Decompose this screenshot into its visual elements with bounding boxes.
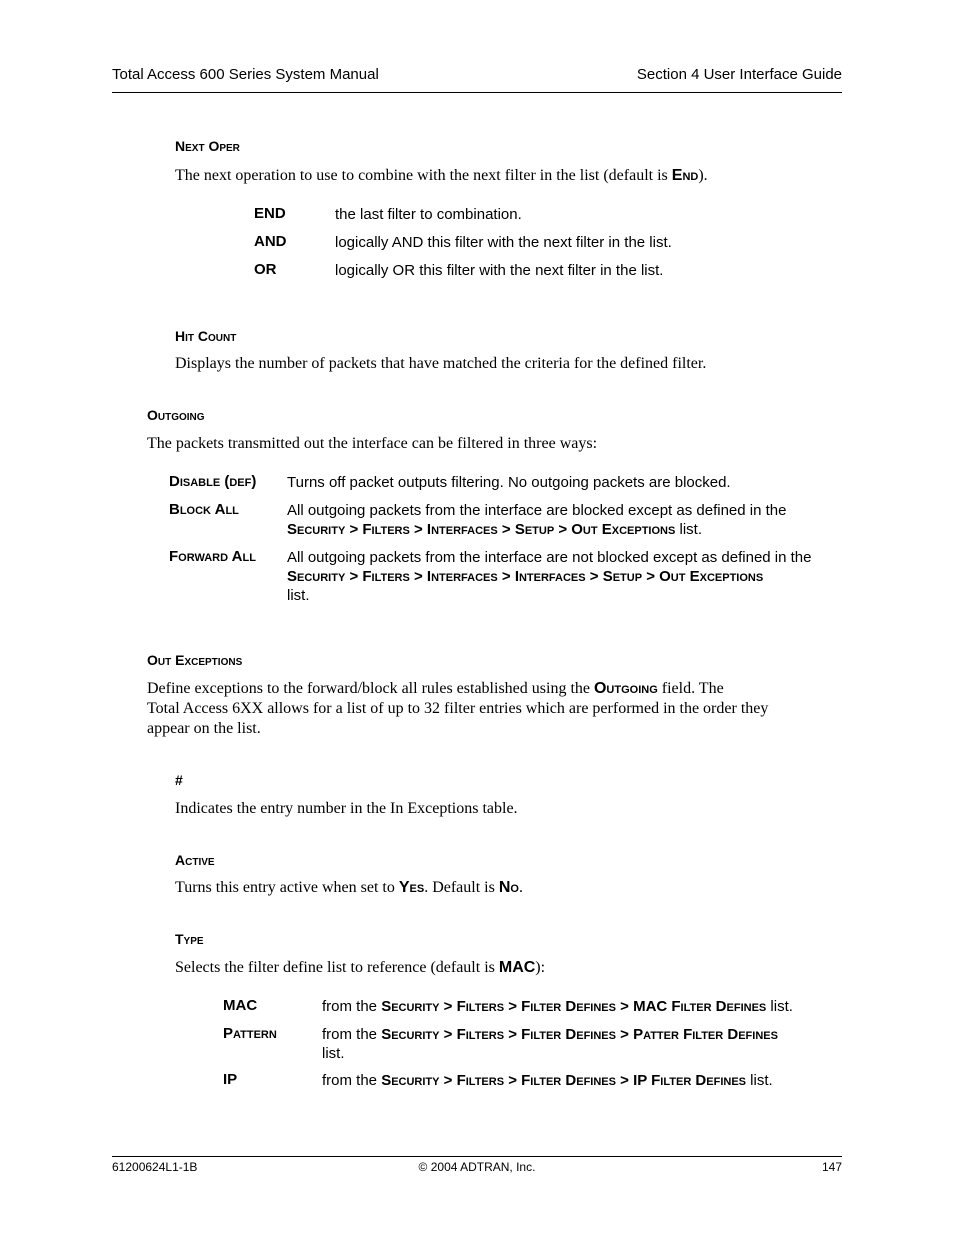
footer-part-number: 61200624L1-1B <box>112 1160 198 1174</box>
next-oper-term-and: AND <box>254 233 287 250</box>
next-oper-def-and: logically AND this filter with the next filter in the list. <box>335 234 672 251</box>
outgoing-heading: Outgoing <box>147 407 205 423</box>
next-oper-description: The next operation to use to combine with the next filter in the list (default is End). <box>175 167 708 184</box>
footer-rule <box>112 1156 842 1157</box>
type-def-ip: from the Security > Filters > Filter Defines > IP Filter Defines list. <box>322 1072 773 1089</box>
type-heading: Type <box>175 931 204 947</box>
active-heading: Active <box>175 852 215 868</box>
outgoing-term-forward-all: Forward All <box>169 548 256 565</box>
running-header-section: Section 4 User Interface Guide <box>636 66 842 83</box>
outgoing-term-block-all: Block All <box>169 501 239 518</box>
hit-count-heading: Hit Count <box>175 328 237 344</box>
next-oper-term-or: OR <box>254 261 277 278</box>
outgoing-def-forward-all: All outgoing packets from the interface are not blocked except as defined in the Security > Filters > Interfaces > Interfaces > Setup > Out Exceptions list. <box>287 549 812 604</box>
hit-count-description: Displays the number of packets that have matched the criteria for the defined filter. <box>175 355 707 372</box>
type-term-ip: IP <box>223 1071 238 1088</box>
outgoing-def-block-all: All outgoing packets from the interface are blocked except as defined in the Security > Filters > Interfaces > Setup > Out Exceptions list. <box>287 502 787 538</box>
type-def-mac: from the Security > Filters > Filter Defines > MAC Filter Defines list. <box>322 998 793 1015</box>
number-description: Indicates the entry number in the In Exceptions table. <box>175 800 518 817</box>
outgoing-term-disable: Disable (def) <box>169 473 257 490</box>
type-term-pattern: Pattern <box>223 1025 277 1042</box>
out-exceptions-heading: Out Exceptions <box>147 652 243 668</box>
next-oper-heading: Next Oper <box>175 138 240 154</box>
outgoing-description: The packets transmitted out the interface can be filtered in three ways: <box>147 435 598 452</box>
type-description: Selects the filter define list to reference (default is MAC): <box>175 959 546 976</box>
type-def-pattern: from the Security > Filters > Filter Defines > Patter Filter Defines list. <box>322 1026 778 1062</box>
running-header-title: Total Access 600 Series System Manual <box>112 66 379 83</box>
number-heading: # <box>175 772 183 788</box>
active-description: Turns this entry active when set to Yes. Default is No. <box>175 879 523 896</box>
header-rule <box>112 92 842 93</box>
out-exceptions-description: Define exceptions to the forward/block all rules established using the Outgoing field. The Total Access 6XX allows for a list of up to 32 filter entries which are performed in the order they appear on the list. <box>147 680 769 737</box>
next-oper-def-or: logically OR this filter with the next filter in the list. <box>335 262 664 279</box>
next-oper-def-end: the last filter to combination. <box>335 206 522 223</box>
outgoing-def-disable: Turns off packet outputs filtering. No outgoing packets are blocked. <box>287 474 731 491</box>
next-oper-term-end: END <box>254 205 286 222</box>
type-term-mac: MAC <box>223 997 258 1014</box>
page-number: 147 <box>821 1160 842 1174</box>
footer-copyright: © 2004 ADTRAN, Inc. <box>418 1160 536 1174</box>
